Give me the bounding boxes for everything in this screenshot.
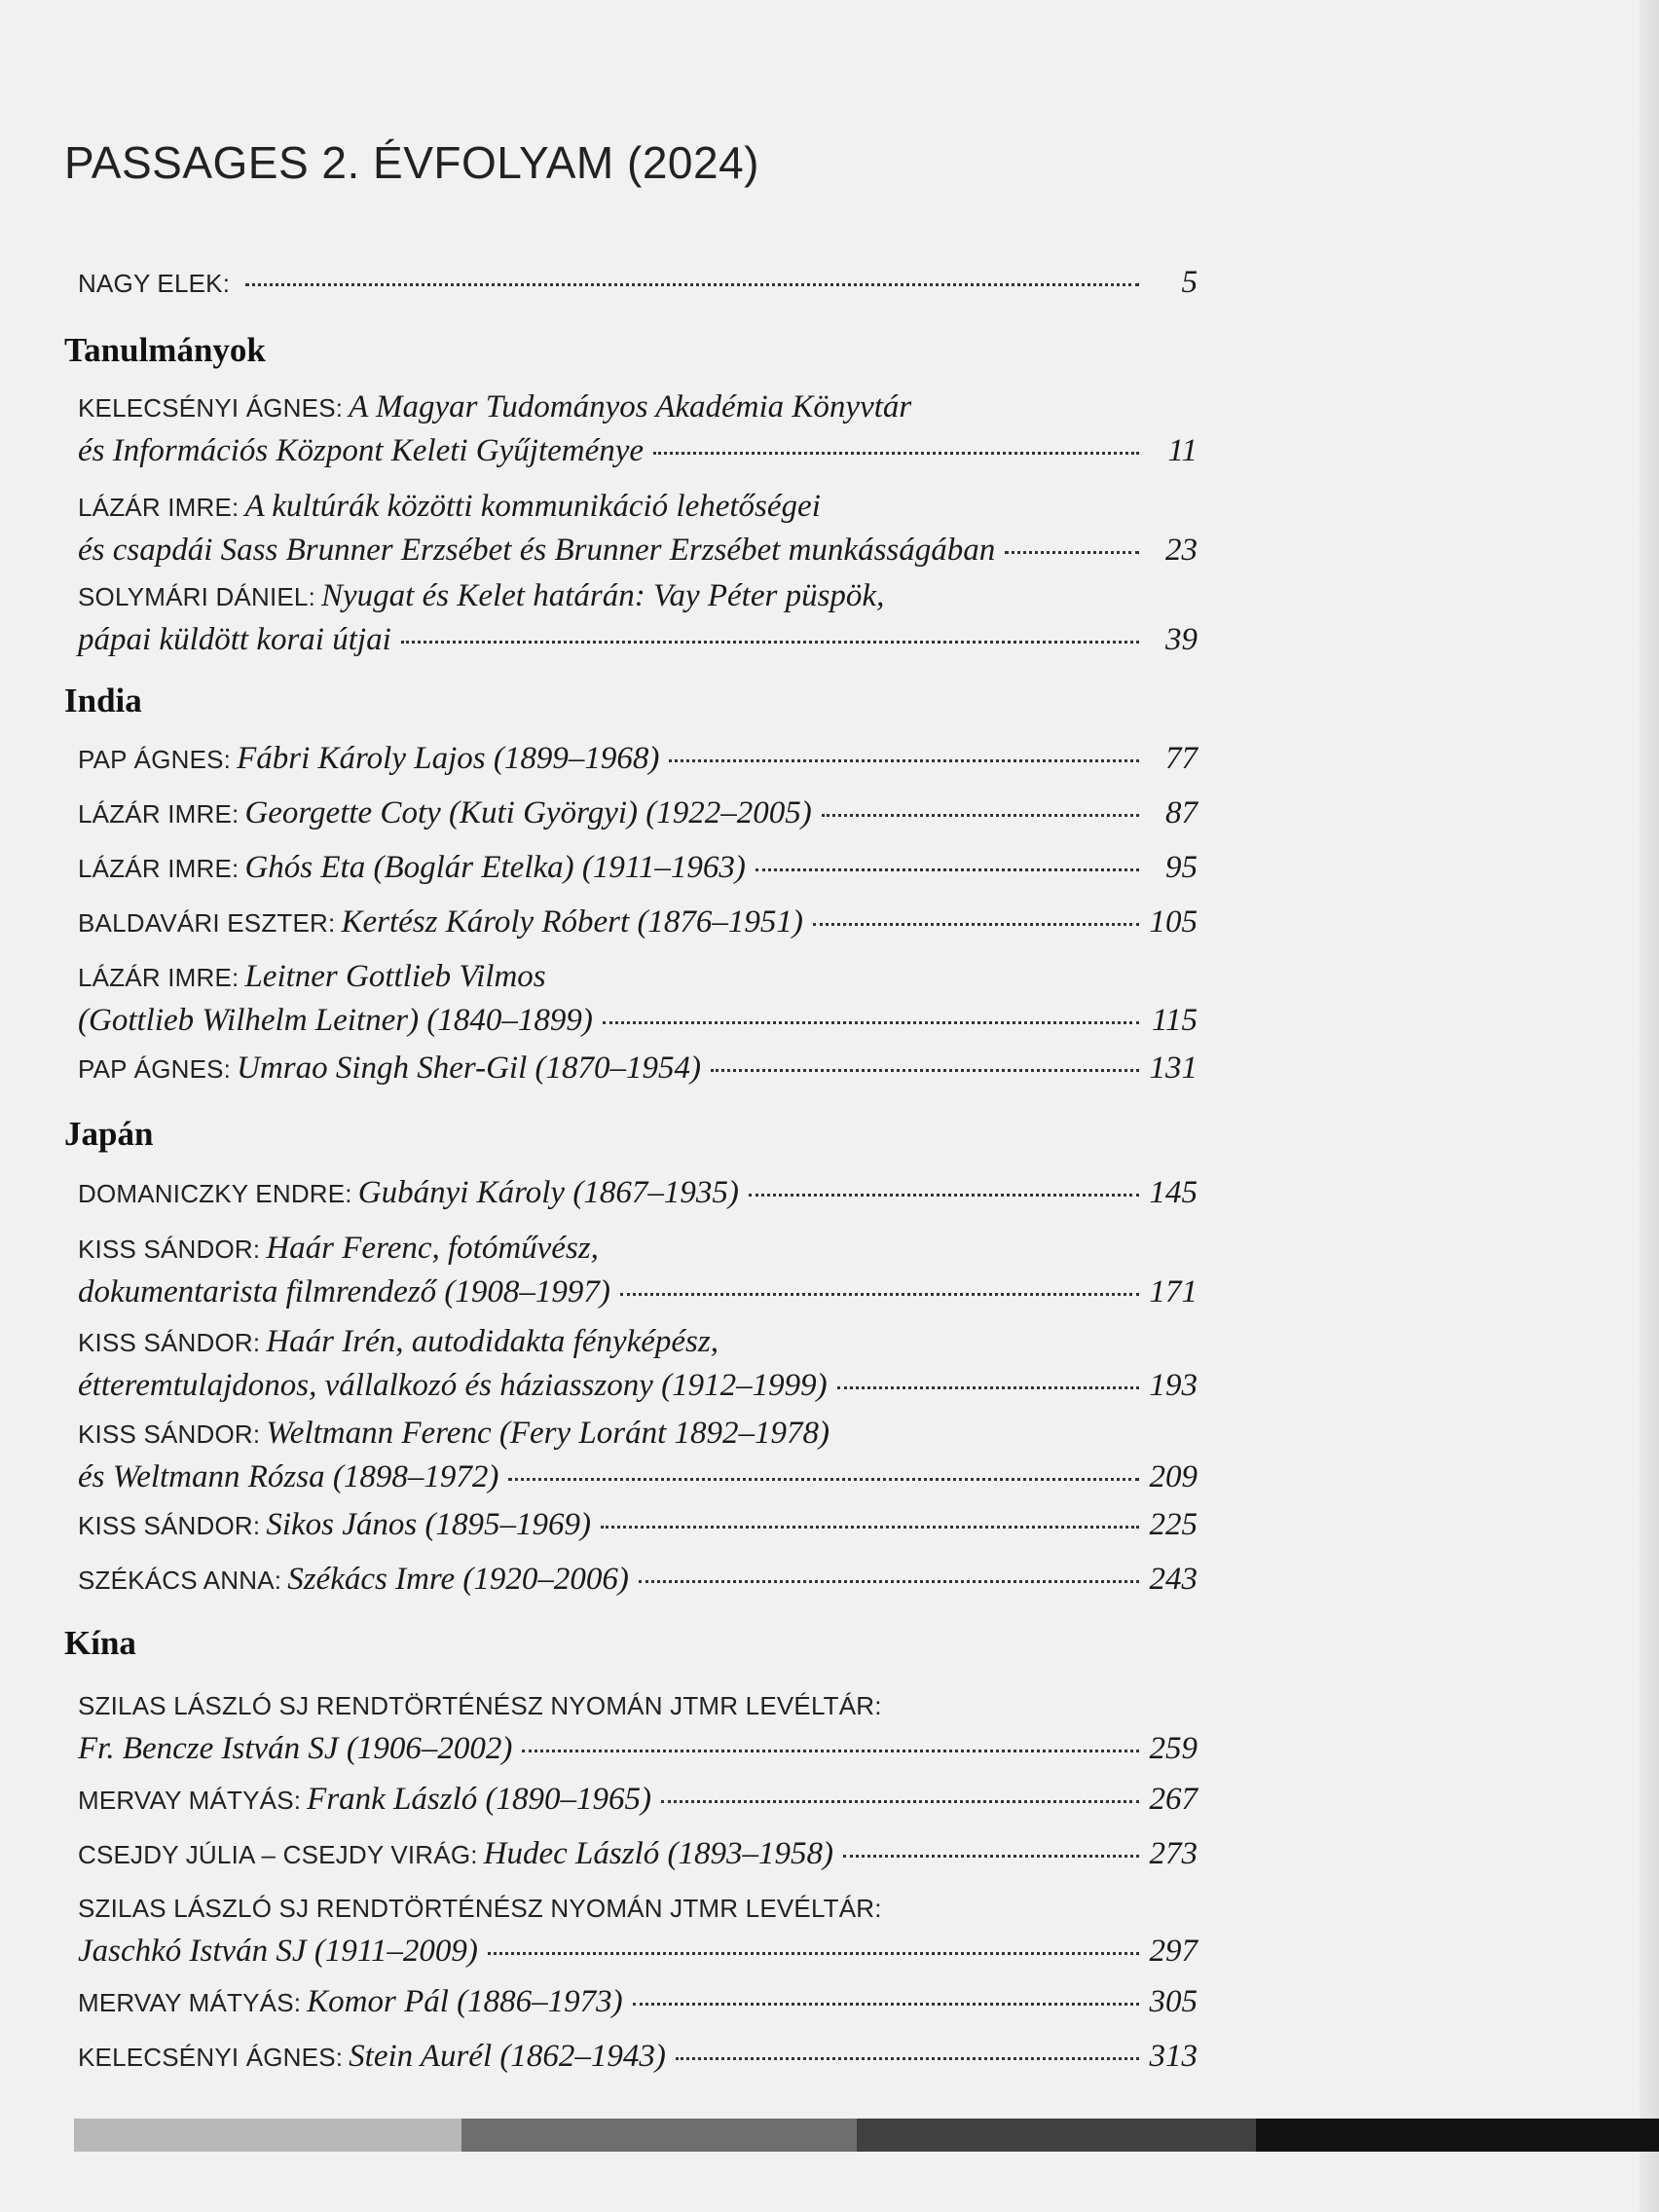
- dot-leader: [661, 1800, 1139, 1803]
- toc-entry: [78, 261, 1198, 305]
- toc-entry-line: [78, 1456, 1198, 1498]
- entry-title: és Információs Központ Keleti Gyűjteménye: [78, 433, 645, 468]
- toc-entry-line: [78, 261, 1198, 305]
- dot-leader: [401, 641, 1139, 644]
- entry-title: Fábri Károly Lajos (1899–1968): [237, 741, 660, 776]
- entry-author: KISS SÁNDOR:: [78, 1235, 261, 1264]
- entry-page-number: 297: [1149, 1934, 1198, 1969]
- entry-page-number: 39: [1165, 622, 1198, 657]
- entry-title: Leitner Gottlieb Vilmos: [244, 959, 546, 994]
- section-heading: India: [64, 682, 142, 719]
- entry-page-number: 145: [1149, 1175, 1198, 1210]
- entry-author: NAGY ELEK:: [78, 269, 231, 298]
- toc-entry: [78, 1832, 1198, 1876]
- dot-leader: [813, 923, 1139, 926]
- entry-title: Nyugat és Kelet határán: Vay Péter püspök,: [321, 578, 885, 613]
- entry-page-number: 267: [1149, 1782, 1198, 1817]
- toc-entry-line: [78, 1684, 1198, 1727]
- toc-entry-line: [78, 618, 1198, 661]
- dot-leader: [508, 1478, 1139, 1481]
- toc-entry: [78, 1047, 1198, 1090]
- entry-page-number: 87: [1165, 795, 1198, 830]
- toc-entry-line: [78, 1171, 1198, 1215]
- toc-entry-line: [78, 1320, 1198, 1364]
- entry-page-number: 115: [1151, 1003, 1198, 1038]
- dot-leader: [1005, 551, 1139, 554]
- entry-title: pápai küldött korai útjai: [78, 622, 391, 657]
- toc-entry: [78, 901, 1198, 944]
- dot-leader: [676, 2057, 1139, 2060]
- entry-author: LÁZÁR IMRE:: [78, 963, 240, 992]
- entry-author: BALDAVÁRI ESZTER:: [78, 908, 336, 938]
- entry-title: A Magyar Tudományos Akadémia Könyvtár: [349, 389, 912, 424]
- entry-author: SZÉKÁCS ANNA:: [78, 1566, 282, 1595]
- entry-author: LÁZÁR IMRE:: [78, 799, 240, 829]
- entry-page-number: 95: [1165, 850, 1198, 885]
- entry-title: Sikos János (1895–1969): [266, 1507, 591, 1542]
- entry-page-number: 273: [1149, 1836, 1198, 1871]
- entry-title: Stein Aurél (1862–1943): [349, 2039, 666, 2074]
- entry-title: Székács Imre (1920–2006): [287, 1562, 629, 1597]
- entry-page-number: 5: [1181, 265, 1198, 300]
- dot-leader: [620, 1293, 1139, 1296]
- toc-entry: [78, 1980, 1198, 2024]
- entry-author: SOLYMÁRI DÁNIEL:: [78, 582, 316, 611]
- entry-title: Hudec László (1893–1958): [483, 1836, 833, 1871]
- entry-title: Jaschkó István SJ (1911–2009): [78, 1934, 478, 1969]
- toc-entry-line: [78, 2035, 1198, 2079]
- entry-author: KISS SÁNDOR:: [78, 1511, 261, 1540]
- toc-entry-line: [78, 1778, 1198, 1822]
- entry-author: KISS SÁNDOR:: [78, 1328, 261, 1357]
- dot-leader: [522, 1750, 1139, 1752]
- section-heading: Tanulmányok: [64, 331, 266, 369]
- toc-entry-line: [78, 1047, 1198, 1090]
- entry-title: Haár Ferenc, fotóművész,: [266, 1231, 599, 1266]
- entry-title: Gubányi Károly (1867–1935): [357, 1175, 739, 1210]
- dot-leader: [711, 1069, 1139, 1072]
- dot-leader: [639, 1580, 1139, 1583]
- color-band-light: [74, 2119, 461, 2152]
- entry-page-number: 209: [1149, 1459, 1198, 1494]
- entry-page-number: 11: [1167, 433, 1198, 468]
- page-edge-shadow: [1640, 0, 1659, 2212]
- toc-entry-line: [78, 1727, 1198, 1770]
- dot-leader: [488, 1952, 1139, 1955]
- toc-entry-line: [78, 1227, 1198, 1271]
- entry-page-number: 243: [1149, 1562, 1198, 1597]
- toc-entry: [78, 1227, 1198, 1313]
- dot-leader: [843, 1855, 1139, 1858]
- dot-leader: [633, 2003, 1139, 2006]
- dot-leader: [245, 283, 1139, 286]
- entry-title: és Weltmann Rózsa (1898–1972): [78, 1459, 499, 1494]
- toc-entry: [78, 2035, 1198, 2079]
- entry-page-number: 77: [1165, 741, 1198, 776]
- entry-title: Georgette Coty (Kuti Györgyi) (1922–2005): [244, 795, 812, 830]
- dot-leader: [822, 814, 1139, 817]
- toc-entry-line: [78, 1930, 1198, 1972]
- toc-entry: [78, 846, 1198, 890]
- entry-title: Kertész Károly Róbert (1876–1951): [341, 904, 803, 940]
- toc-entry-line: [78, 999, 1198, 1042]
- toc-entry: [78, 1887, 1198, 1972]
- entry-page-number: 193: [1149, 1368, 1198, 1403]
- toc-entry-line: [78, 386, 1198, 429]
- toc-entry-line: [78, 529, 1198, 571]
- toc-entry-line: [78, 901, 1198, 944]
- toc-entry-line: [78, 955, 1198, 999]
- dot-leader: [603, 1021, 1139, 1024]
- toc-entry: [78, 386, 1198, 472]
- toc-entry-line: [78, 1558, 1198, 1602]
- toc-entry: [78, 1320, 1198, 1407]
- dot-leader: [669, 759, 1139, 762]
- toc-entry: [78, 485, 1198, 571]
- color-band-medium: [461, 2119, 857, 2152]
- toc-entry: [78, 1558, 1198, 1602]
- dot-leader: [756, 868, 1139, 871]
- entry-author: SZILAS LÁSZLÓ SJ RENDTÖRTÉNÉSZ NYOMÁN JTMR LEVÉLTÁR:: [78, 1894, 882, 1923]
- toc-entry: [78, 574, 1198, 661]
- toc-entry-line: [78, 1271, 1198, 1313]
- entry-title: és csapdái Sass Brunner Erzsébet és Brunner Erzsébet munkásságában: [78, 533, 996, 568]
- toc-entry-line: [78, 485, 1198, 529]
- entry-author: CSEJDY JÚLIA – CSEJDY VIRÁG:: [78, 1840, 478, 1869]
- toc-entry: [78, 1778, 1198, 1822]
- toc-entry: [78, 1684, 1198, 1770]
- toc-entry: [78, 792, 1198, 835]
- entry-title: Umrao Singh Sher-Gil (1870–1954): [237, 1051, 701, 1086]
- toc-entry: [78, 737, 1198, 781]
- entry-author: MERVAY MÁTYÁS:: [78, 1786, 302, 1815]
- section-heading: Kína: [64, 1624, 136, 1662]
- color-band-black: [1256, 2119, 1659, 2152]
- dot-leader: [601, 1526, 1139, 1529]
- entry-author: KISS SÁNDOR:: [78, 1419, 261, 1449]
- entry-author: LÁZÁR IMRE:: [78, 854, 240, 883]
- entry-author: LÁZÁR IMRE:: [78, 493, 240, 522]
- entry-title: Komor Pál (1886–1973): [307, 1984, 623, 2019]
- entry-title: (Gottlieb Wilhelm Leitner) (1840–1899): [78, 1003, 593, 1038]
- dot-leader: [653, 452, 1139, 455]
- entry-page-number: 305: [1149, 1984, 1198, 2019]
- toc-entry-line: [78, 1412, 1198, 1456]
- toc-entry-line: [78, 846, 1198, 890]
- entry-author: KELECSÉNYI ÁGNES:: [78, 2043, 344, 2072]
- entry-title: Ghós Eta (Boglár Etelka) (1911–1963): [244, 850, 746, 885]
- entry-author: PAP ÁGNES:: [78, 745, 232, 774]
- entry-author: PAP ÁGNES:: [78, 1054, 232, 1084]
- entry-author: DOMANICZKY ENDRE:: [78, 1179, 352, 1208]
- entry-author: KELECSÉNYI ÁGNES:: [78, 393, 344, 423]
- section-heading: Japán: [64, 1115, 154, 1153]
- entry-author: MERVAY MÁTYÁS:: [78, 1988, 302, 2017]
- entry-title: Frank László (1890–1965): [307, 1782, 652, 1817]
- toc-entry-line: [78, 1887, 1198, 1930]
- toc-entry-line: [78, 1503, 1198, 1547]
- toc-entry: [78, 1412, 1198, 1498]
- entry-title: Weltmann Ferenc (Fery Loránt 1892–1978): [266, 1416, 830, 1451]
- toc-entry: [78, 1171, 1198, 1215]
- toc-entry: [78, 955, 1198, 1042]
- entry-title: A kultúrák közötti kommunikáció lehetőségei: [244, 489, 821, 524]
- toc-entry-line: [78, 737, 1198, 781]
- entry-page-number: 171: [1149, 1274, 1198, 1309]
- entry-page-number: 225: [1149, 1507, 1198, 1542]
- toc-entry-line: [78, 792, 1198, 835]
- entry-page-number: 105: [1149, 904, 1198, 940]
- toc-entry-line: [78, 574, 1198, 618]
- entry-title: Fr. Bencze István SJ (1906–2002): [78, 1731, 513, 1766]
- entry-page-number: 259: [1149, 1731, 1198, 1766]
- entry-author: SZILAS LÁSZLÓ SJ RENDTÖRTÉNÉSZ NYOMÁN JTMR LEVÉLTÁR:: [78, 1691, 882, 1720]
- entry-page-number: 131: [1149, 1051, 1198, 1086]
- dot-leader: [749, 1194, 1139, 1197]
- toc-entry: [78, 1503, 1198, 1547]
- toc-entry-line: [78, 1980, 1198, 2024]
- toc-entry-line: [78, 1364, 1198, 1407]
- toc-entry-line: [78, 1832, 1198, 1876]
- page-title: PASSAGES 2. ÉVFOLYAM (2024): [64, 137, 759, 188]
- entry-title: dokumentarista filmrendező (1908–1997): [78, 1274, 610, 1309]
- entry-title: étteremtulajdonos, vállalkozó és háziasszony (1912–1999): [78, 1368, 828, 1403]
- dot-leader: [837, 1386, 1139, 1389]
- toc-entry-line: [78, 429, 1198, 472]
- color-band-dark: [857, 2119, 1256, 2152]
- entry-page-number: 313: [1149, 2039, 1198, 2074]
- entry-page-number: 23: [1165, 533, 1198, 568]
- entry-title: Haár Irén, autodidakta fényképész,: [266, 1324, 719, 1359]
